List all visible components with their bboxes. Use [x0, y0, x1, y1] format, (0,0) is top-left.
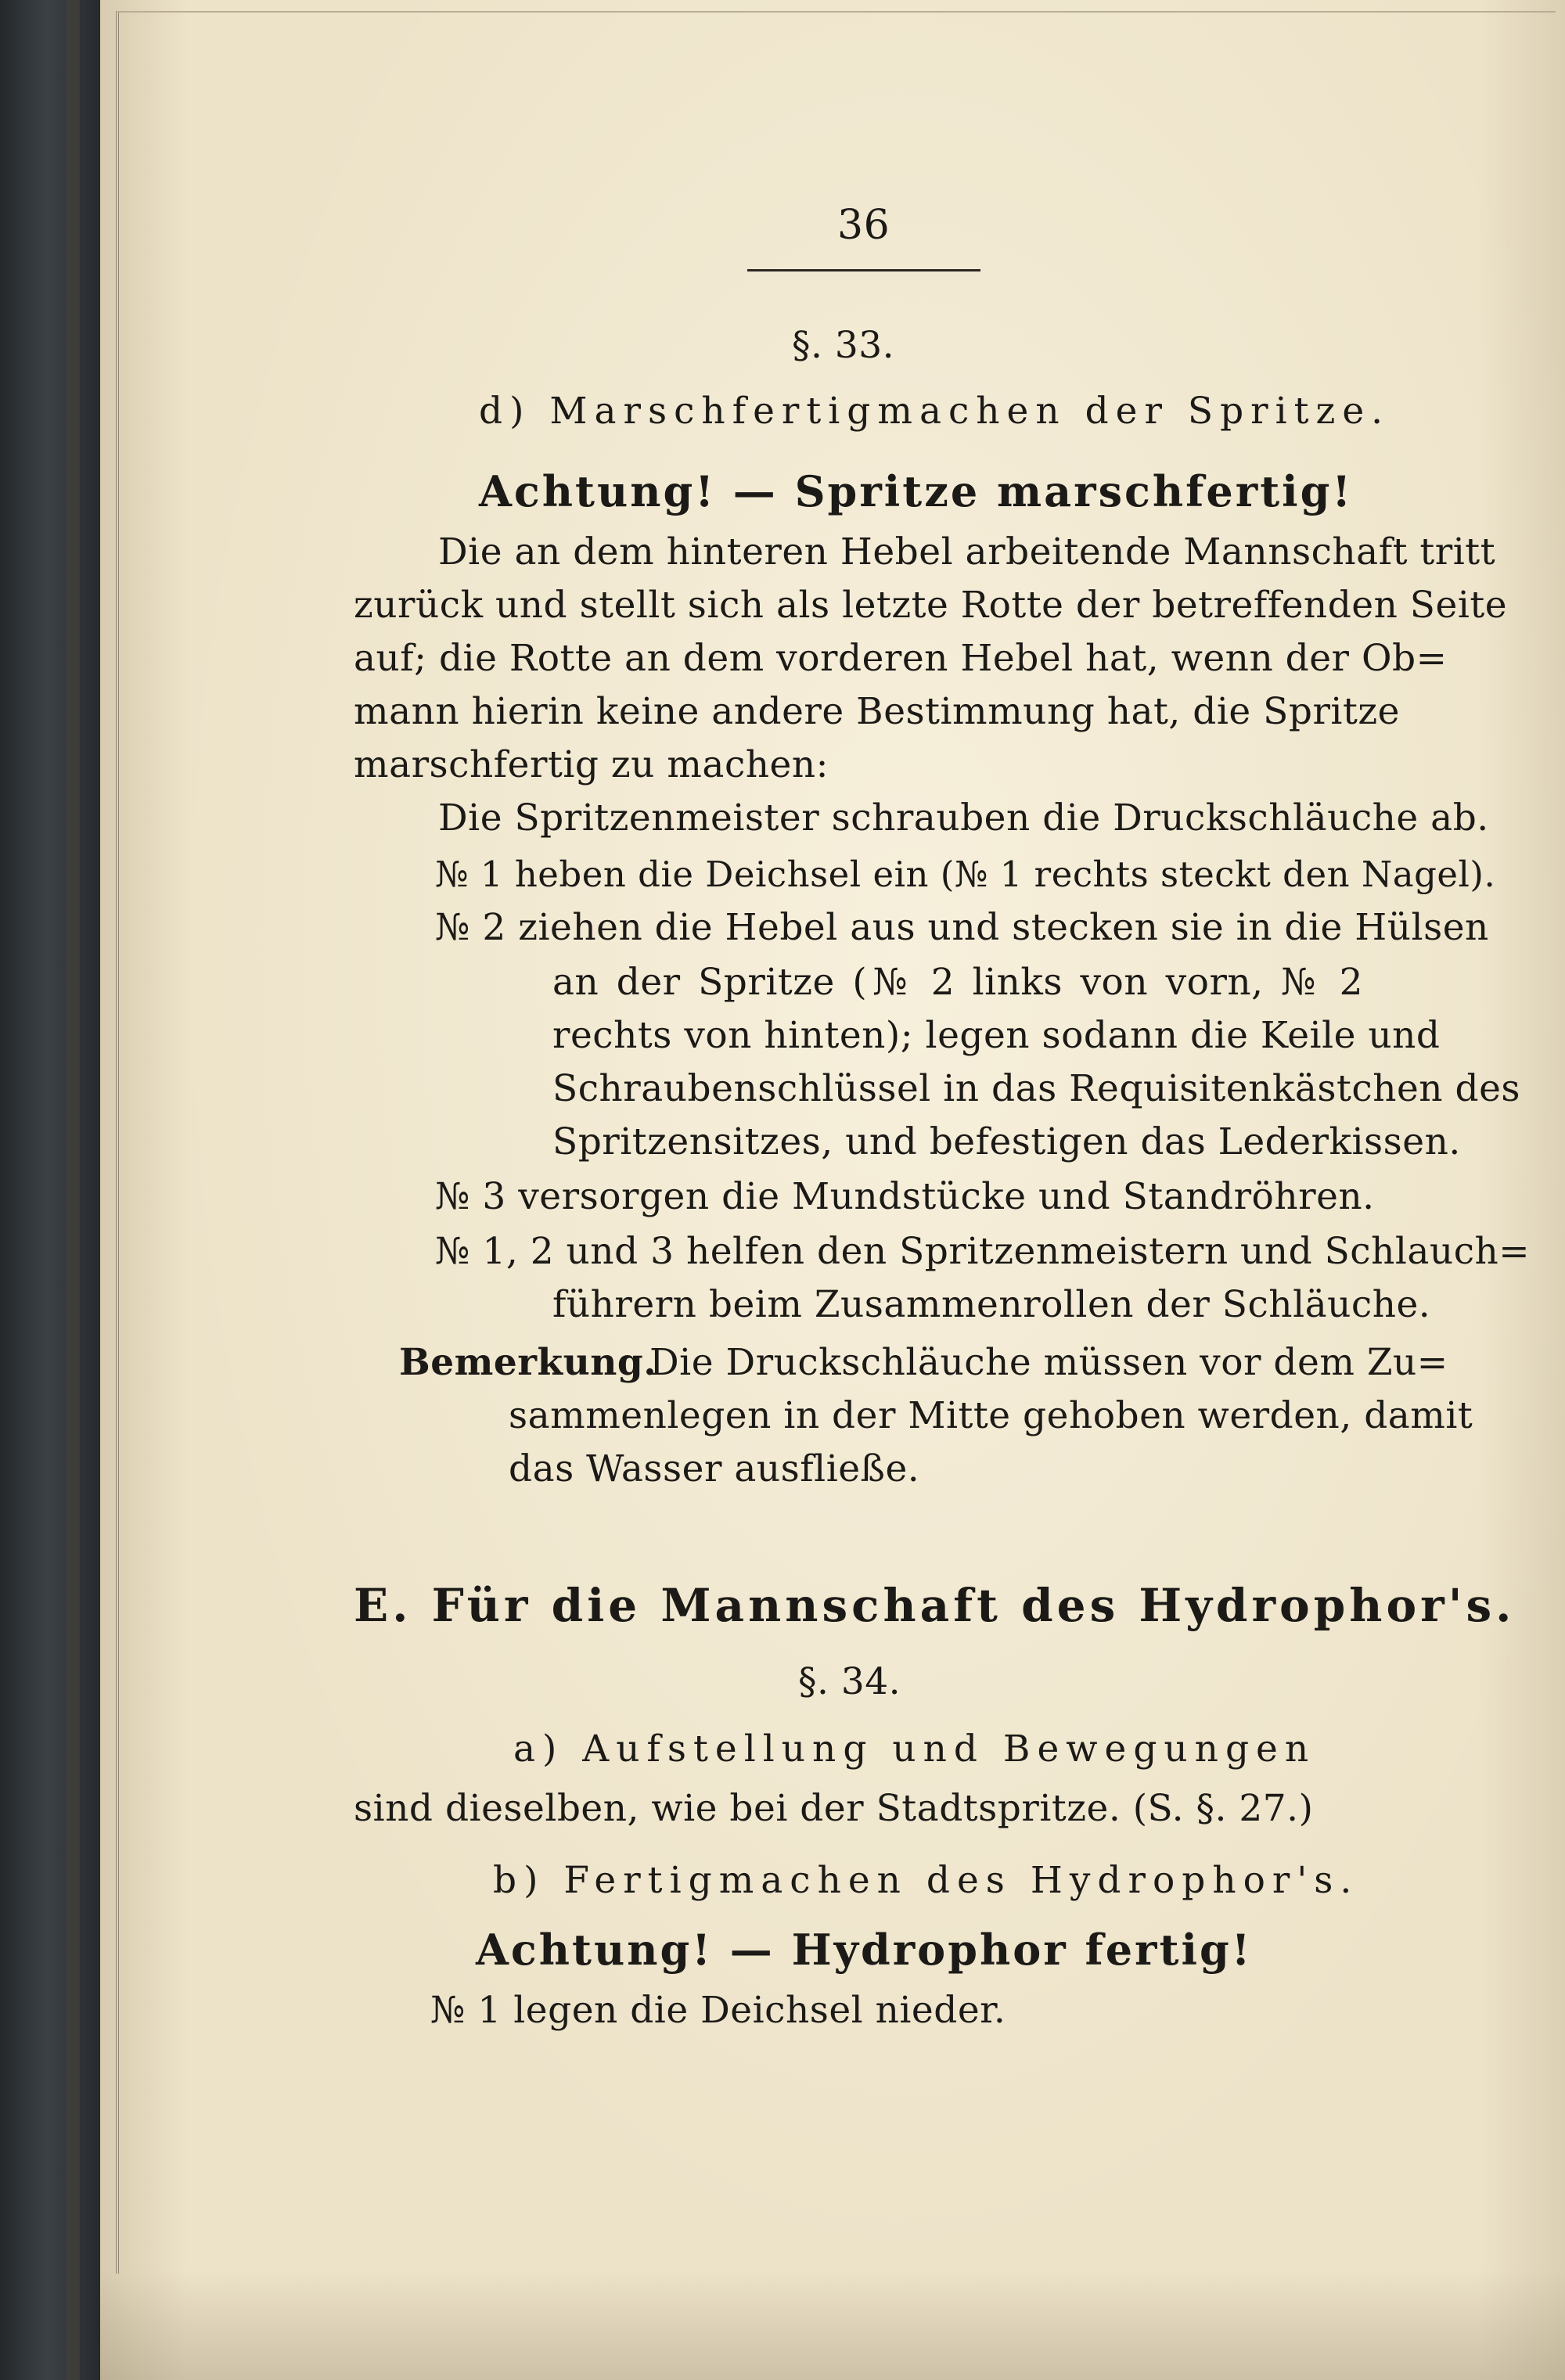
page-shadow	[100, 2269, 1565, 2380]
s33-remark-line-3: das Wasser ausfließe.	[509, 1447, 920, 1490]
s33-remark-line-1: Die Druckschläuche müssen vor dem Zu=	[649, 1341, 1448, 1384]
section-34-number: §. 34.	[798, 1660, 901, 1703]
section-33-subtitle: d) Marschfertigmachen der Spritze.	[479, 390, 1391, 433]
s33-paragraph-line-1: Die an dem hinteren Hebel arbeitende Mannschaft tritt	[438, 530, 1496, 573]
part-e-heading: E. Für die Mannschaft des Hydrophor's.	[354, 1579, 1516, 1632]
s33-item-2-line-1: № 2 ziehen die Hebel aus und stecken sie in die Hülsen	[435, 906, 1489, 949]
s33-item-1: № 1 heben die Deichsel ein (№ 1 rechts steckt den Nagel).	[435, 854, 1496, 895]
binding-edge	[66, 0, 80, 2380]
s33-remark-label: Bemerkung.	[399, 1341, 657, 1384]
section-33-number: §. 33.	[792, 324, 895, 367]
s33-item-123-line-1: № 1, 2 und 3 helfen den Spritzenmeistern und Schlauch=	[435, 1230, 1531, 1273]
section-34-subtitle-b: b) Fertigmachen des Hydrophor's.	[493, 1859, 1359, 1902]
section-33-command: Achtung! — Spritze marschfertig!	[479, 466, 1354, 516]
s33-paragraph-line-4: mann hierin keine andere Bestimmung hat, die Spritze	[354, 690, 1400, 733]
section-34-subtitle-a: a) Aufstellung und Bewegungen	[513, 1727, 1316, 1771]
section-34-line-a: sind dieselben, wie bei der Stadtspritze. (S. §. 27.)	[354, 1787, 1314, 1830]
s33-item-2-line-2: an der Spritze (№ 2 links von vorn, № 2	[552, 961, 1363, 1004]
s33-remark-line-2: sammenlegen in der Mitte gehoben werden, damit	[509, 1394, 1473, 1437]
s33-item-3: № 3 versorgen die Mundstücke und Standröhren.	[435, 1175, 1375, 1218]
page-number: 36	[837, 202, 890, 249]
header-rule	[747, 269, 980, 271]
s33-item-123-line-2: führern beim Zusammenrollen der Schläuche.	[552, 1283, 1431, 1326]
s33-item-2-line-3: rechts von hinten); legen sodann die Keile und	[552, 1014, 1441, 1057]
s33-paragraph-line-2: zurück und stellt sich als letzte Rotte der betreffenden Seite	[354, 584, 1508, 627]
s33-item-2-line-5: Spritzensitzes, und befestigen das Lederkissen.	[552, 1120, 1461, 1163]
s33-paragraph-line-5: marschfertig zu machen:	[354, 743, 829, 786]
s33-item-2-line-4: Schraubenschlüssel in das Requisitenkästchen des	[552, 1067, 1521, 1110]
section-34-command: Achtung! — Hydrophor fertig!	[476, 1925, 1253, 1975]
section-34-item-1: № 1 legen die Deichsel nieder.	[430, 1989, 1006, 2032]
s33-paragraph-line-3: auf; die Rotte an dem vorderen Hebel hat, wenn der Ob=	[354, 637, 1448, 680]
s33-meister-line: Die Spritzenmeister schrauben die Druckschläuche ab.	[438, 796, 1489, 839]
